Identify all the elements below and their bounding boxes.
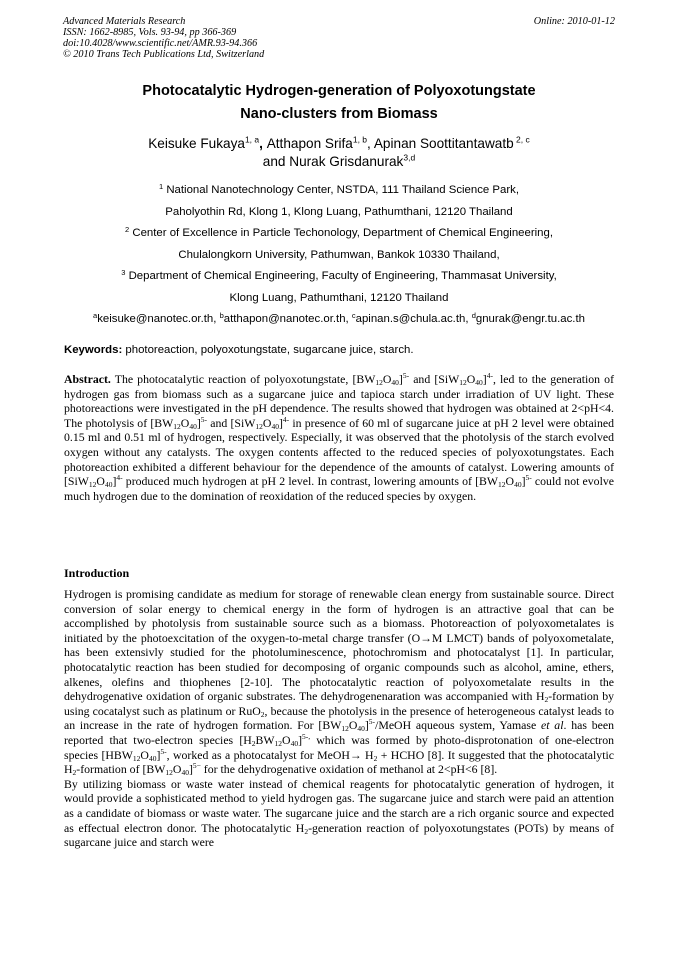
chem-formula: $[SiW_{12}O_{40}]^{4-}$ — [434, 371, 493, 387]
affil-number: 1 — [158, 182, 164, 191]
email-link[interactable]: atthapon@nanotec.or.th, — [223, 313, 352, 325]
chem-formula: $[BW_{12}O_{40}]^{5-}$ — [352, 371, 410, 387]
keywords-label: Keywords: — [64, 344, 123, 356]
author-affil-mark: 3,d — [403, 152, 416, 163]
copyright-line: © 2010 Trans Tech Publications Ltd, Switzerland — [63, 49, 265, 60]
title-line-1: Photocatalytic Hydrogen-generation of Polyoxotungstate — [142, 83, 536, 99]
email-link[interactable]: gnurak@engr.tu.ac.th — [475, 313, 585, 325]
author-line-1: Keisuke Fukaya$^{1, a}$, Atthapon Srifa$^{1, b}$, Apinan Soottitantawatb $^{2, c}$ — [148, 134, 530, 151]
doi-line[interactable]: doi:10.4028/www.scientific.net/AMR.93-94.366 — [63, 38, 258, 49]
journal-name: Advanced Materials Research — [63, 16, 186, 27]
chem-formula: $[HBW_{12}O_{40}]^{5-}$ — [101, 746, 167, 763]
author-list — [60, 135, 618, 171]
chem-formula: $[BW_{12}O_{40}]^{5-}$ — [318, 717, 376, 734]
abstract-text: , led to the generation of hydrogen gas from biomass such as a sugarcane juice and tapioca starch under irradiation of UV light. These photoreactions were investigated in the pH dependence. The results showed that hydrogen was obtained at 2<pH<4. The photolysis of — [64, 372, 615, 430]
email-mark: c — [351, 311, 356, 320]
author-affil-mark: 2, c — [513, 134, 530, 145]
author-affil-mark: 1, a — [244, 134, 260, 145]
intro-paragraph-2: By utilizing biomass or waste water instead of chemical reagents for photocatalytic generation of hydrogen, it would provide a sophisticated method to yield hydrogen gas. The sugarcane juice and starch were paid an attention as a candidate of biomass or waste water. The sugarcane juice and the starch are a rich organic source and expected as effectual electron donor. The photocatalytic $H_2$-generation reaction of polyoxotungstates (POTs) by means of sugarcane juice and starch were — [64, 776, 614, 850]
introduction-body — [64, 587, 614, 850]
chem-formula: $[SiW_{12}O_{40}]^{4-}$ — [230, 414, 290, 431]
author-name: Keisuke Fukaya — [148, 136, 245, 151]
abstract-text: and — [207, 415, 231, 430]
abstract-text: and — [409, 372, 435, 386]
affil-text: National Nanotechnology Center, NSTDA, 111 Thailand Science Park, — [166, 184, 520, 196]
author-name: Apinan Soottitantawatb — [373, 136, 514, 151]
section-heading-introduction: Introduction — [64, 566, 130, 580]
author-name: Nurak Grisdanurak — [289, 154, 404, 169]
chem-formula: $[SiW_{12}O_{40}]^{4-}$ — [64, 473, 123, 490]
author-affil-mark: 1, b — [352, 134, 368, 145]
keywords-text: photoreaction, polyoxotungstate, sugarcane juice, starch. — [122, 344, 414, 356]
affil-number: 2 — [125, 225, 130, 234]
affil-number: 3 — [121, 268, 126, 277]
online-date: Online: 2010-01-12 — [533, 16, 615, 27]
paper-title — [60, 80, 618, 126]
affiliation-block — [60, 180, 618, 331]
email-link[interactable]: apinan.s@chula.ac.th, — [355, 313, 472, 325]
affiliation-2-line-2: Chulalongkorn University, Pathumwan, Bankok 10330 Thailand, — [178, 248, 500, 261]
abstract-text: could not evolve much hydrogen due to the domination of reoxidation of the reduced species by oxygen. — [64, 474, 614, 503]
affiliation-1-line-1 — [60, 180, 618, 202]
abstract-text: The photocatalytic reaction of polyoxotungstate, — [110, 372, 353, 386]
chem-formula: $[BW_{12}O_{40}]^{5-}$ — [475, 473, 532, 490]
chem-formula: $[BW_{12}O_{40}]^{5-}$ — [142, 761, 201, 778]
author-line-2 — [60, 153, 618, 171]
email-mark: a — [93, 311, 98, 320]
abstract-text: in presence of 60 ml of sugarcane juice at pH 2 level were obtained 0.15 ml and 0.51 ml of hydrogen, respectively. Especially, it was observed that the photolysis of the starch evolved oxygen without any catalysts. The oxygen contents affected to the reduced species of polyoxotungstates. Each photoreaction exhibited a different behaviour for the dependence of the amounts of catalyst. Lowering amounts of — [64, 415, 614, 474]
author-name: Atthapon Srifa — [266, 136, 353, 151]
title-line-2: Nano-clusters from Biomass — [240, 106, 438, 122]
keywords-line — [64, 343, 616, 357]
affil-text: Department of Chemical Engineering, Faculty of Engineering, Thammasat University, — [128, 270, 557, 282]
email-line — [60, 309, 618, 331]
intro-paragraph-1: Hydrogen is promising candidate as medium for storage of renewable clean energy from sustainable source. Direct conversion of solar energy to chemical energy in the form of hydrogen is an attractive goal that can be accomplished by photolysis from sustainable source such as a biomass. Photoreaction of polyoxometalates is initiated by the photoexcitation of the oxygen-to-metal charge transfer (O→M LMCT) bands of polyoxometalate, has been extensivly studied for the photoluminescence, photochromism and photocatalyst [1]. In particular, photocatalytic reaction has been studied for decomposing of organic compounds such as alcohol, amine, ethers, alkenes, olefins and thiophenes [2-10]. The photocatalytic reaction of polyoxometalate results in the dehydrogenative oxidation of organic substrates. The dehydrogenenaration was accompanied with $H_2$-formation by using cocatalyst such as platinum or RuO$_2$, because the photolysis in the presence of heterogeneous catalyst leads to an increase in the rate of hydrogen formation. For $[BW_{12}O_{40}]^{5-}$/MeOH aqueous system, Yamase et al. has been reported that two-electron species $[H_2BW_{12}O_{40}]^{5-,}$ which was formed by photo-disprotonation of one-electron species $[HBW_{12}O_{40}]^{5-}$, worked as a photocatalyst for MeOH→ $H_2$ + HCHO [8]. It suggested that the photocatalytic $H_2$-formation of $[BW_{12}O_{40}]^{5-}$ for the dehydrogenative oxidation of methanol at 2<pH<6 [8]. — [64, 587, 615, 778]
chem-formula: $[H_2BW_{12}O_{40}]^{5-,}$ — [239, 731, 311, 748]
abstract-label: Abstract. — [64, 372, 111, 386]
affiliation-2-line-1 — [60, 223, 618, 245]
issn-line: ISSN: 1662-8985, Vols. 93-94, pp 366-369 — [63, 27, 237, 38]
affiliation-1-line-2: Paholyothin Rd, Klong 1, Klong Luang, Pathumthani, 12120 Thailand — [165, 205, 513, 218]
journal-header — [63, 16, 615, 60]
affiliation-3-line-2: Klong Luang, Pathumthani, 12120 Thailand — [229, 291, 449, 304]
email-link[interactable]: keisuke@nanotec.or.th, — [97, 313, 220, 325]
email-mark: d — [471, 311, 476, 320]
email-mark: b — [219, 311, 224, 320]
author-conjunction: and — [262, 154, 290, 169]
chem-formula: $[BW_{12}O_{40}]^{5-}$ — [150, 414, 208, 431]
affil-text: Center of Excellence in Particle Techonology, Department of Chemical Engineering, — [132, 227, 553, 239]
abstract-text: produced much hydrogen at pH 2 level. In contrast, lowering amounts of — [122, 474, 476, 489]
abstract-paragraph — [64, 372, 614, 503]
affiliation-3-line-1 — [60, 266, 618, 288]
